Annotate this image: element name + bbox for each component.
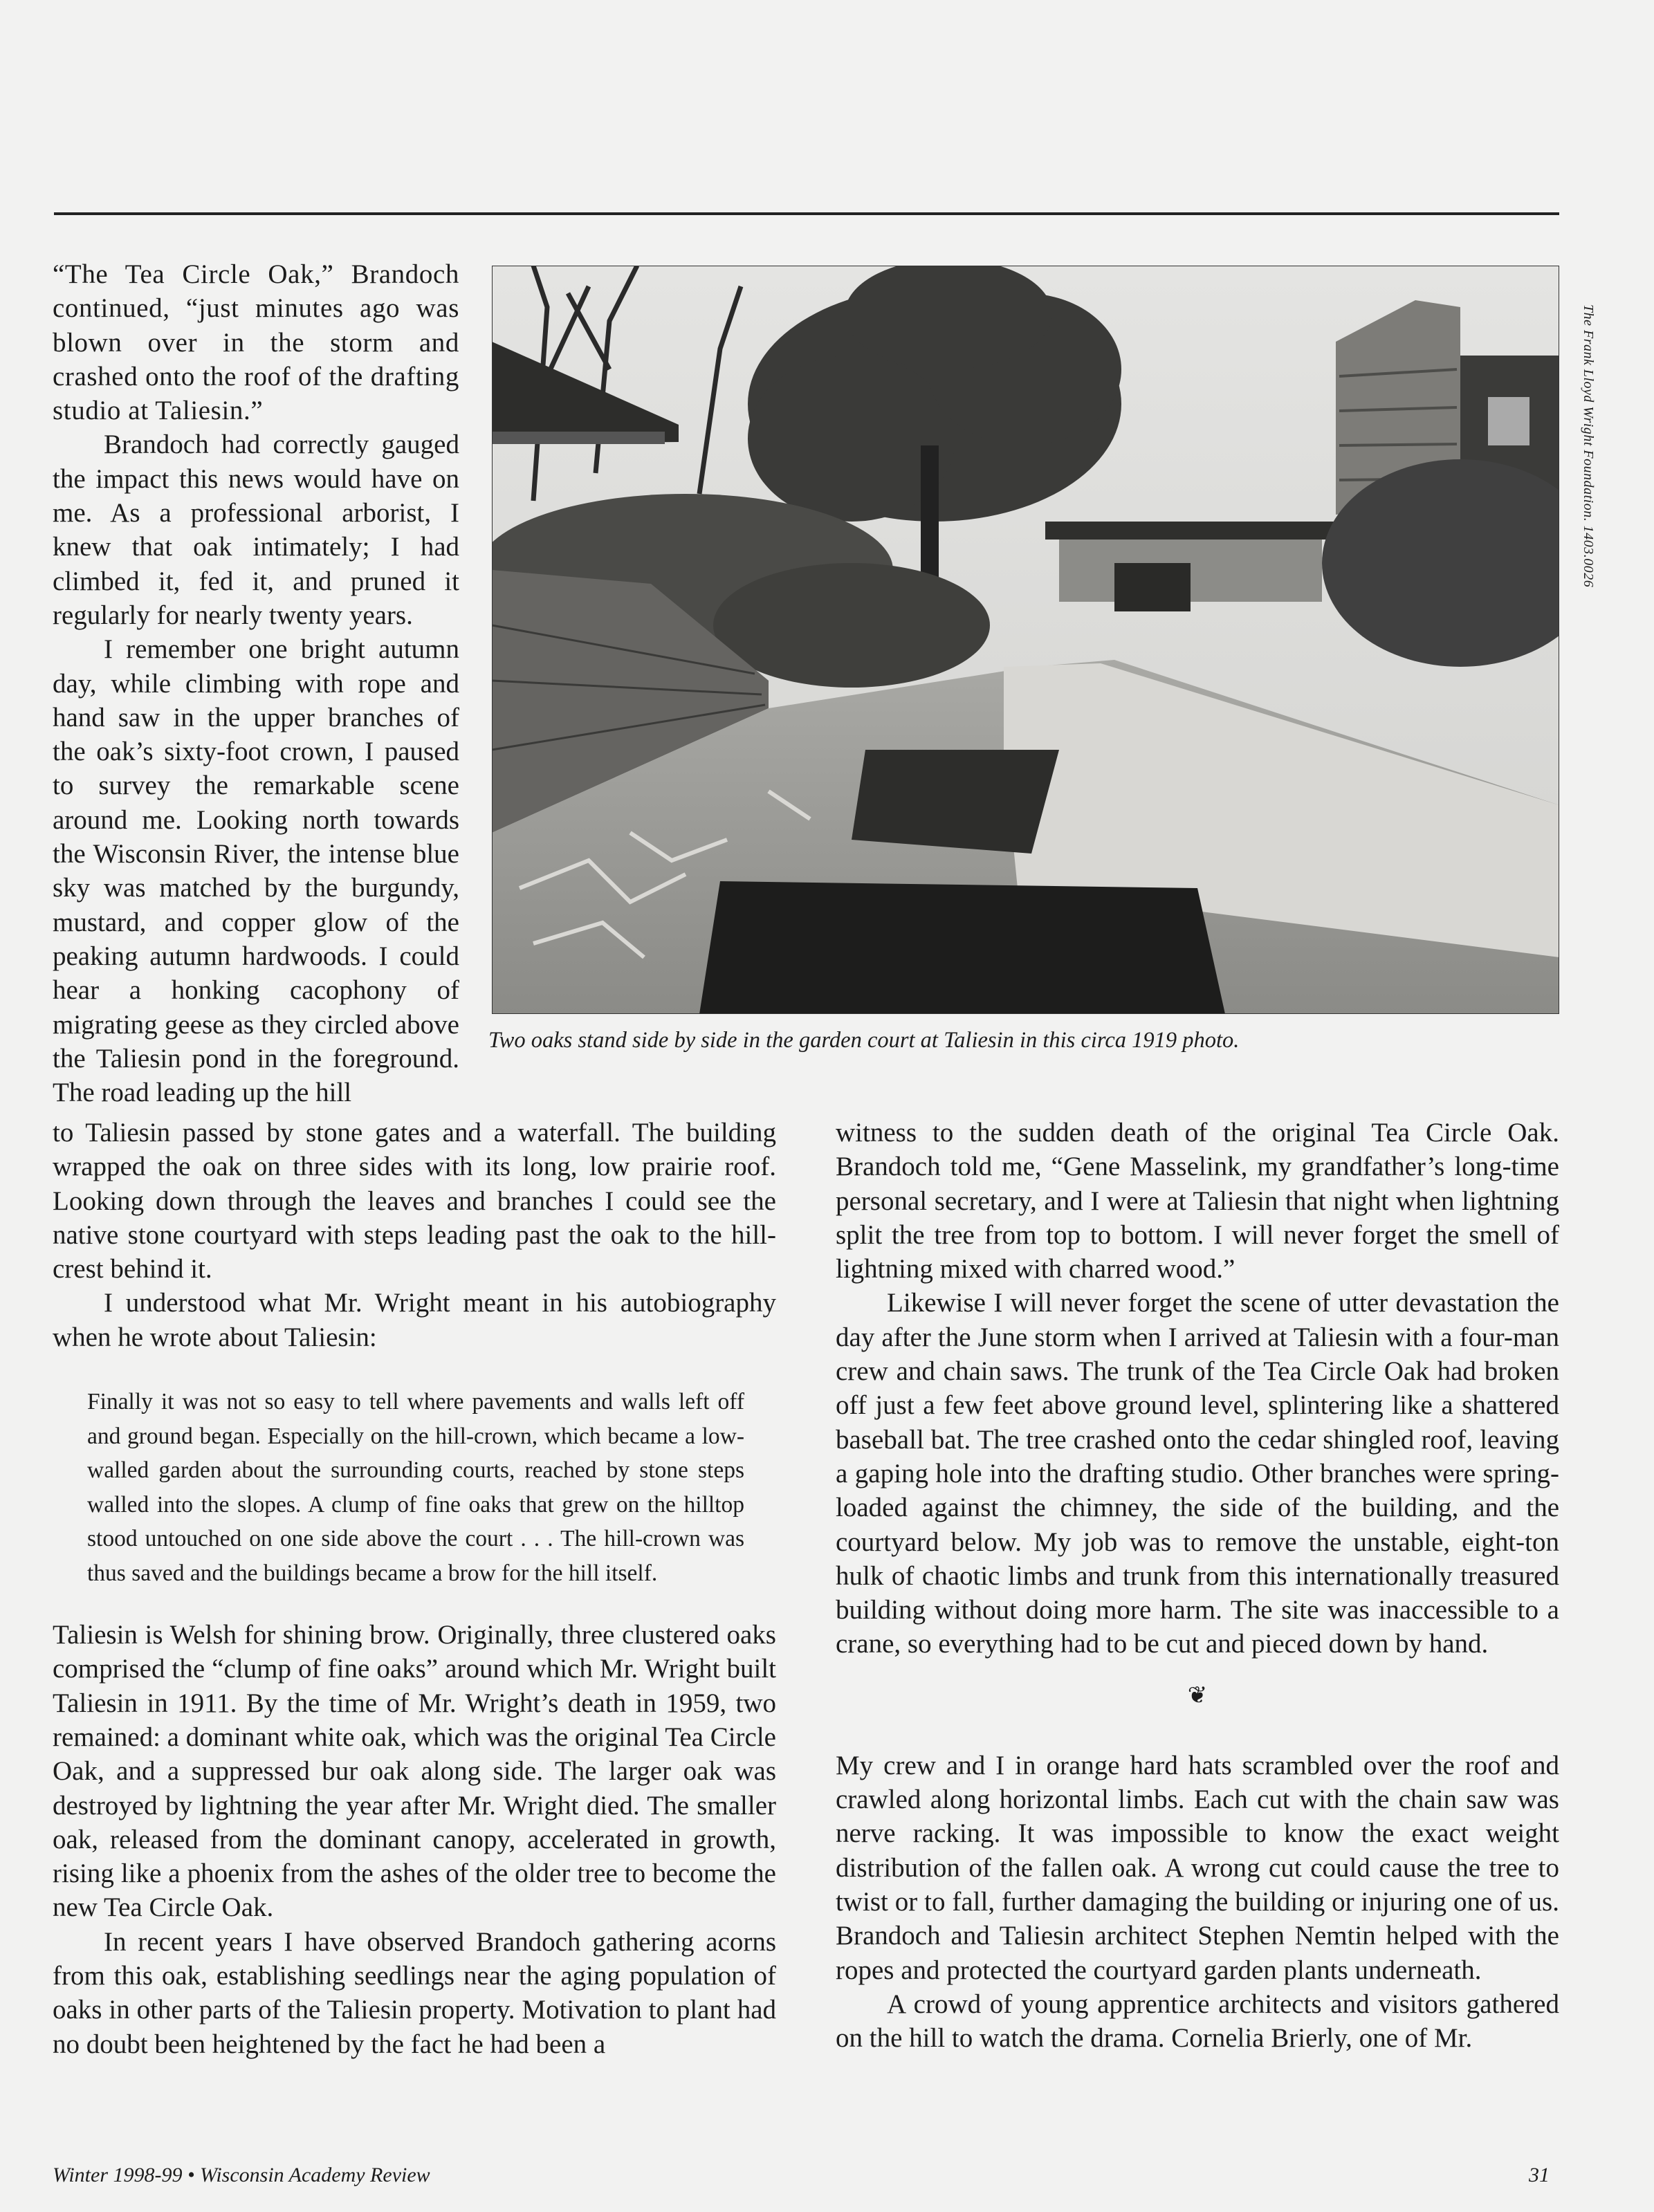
photo-caption: Two oaks stand side by side in the garden court at Taliesin in this circa 1919 photo. — [488, 1028, 1240, 1053]
paragraph: “The Tea Circle Oak,” Brandoch continued, “just minutes ago was blown over in the storm and crashed onto the roof of the drafting studio at Taliesin.” — [53, 259, 459, 426]
paragraph: Likewise I will never forget the scene of utter devastation the day after the June storm when I arrived at Taliesin with a four-man crew and chain saws. The trunk of the Tea Circle Oak had broken off just a few feet above ground level, splintering like a shattered baseball bat. The tree crashed onto the cedar shingled roof, leaving a gaping hole into the drafting studio. Other branches were spring-loaded against the chimney, the side of the building, and the courtyard below. My job was to remove the unstable, eight-ton hulk of chaotic limbs and trunk from this internationally treasured building without doing more harm. The site was inaccessible to a crane, so everything had to be cut and pieced down by hand. — [836, 1288, 1559, 1659]
paragraph: I understood what Mr. Wright meant in his autobiography when he wrote about Taliesin: — [53, 1288, 776, 1352]
section-break-ornament-icon: ❦ — [1187, 1682, 1208, 1708]
photo-credit: The Frank Lloyd Wright Foundation. 1403.0026 — [1581, 304, 1596, 588]
paragraph: Taliesin is Welsh for shining brow. Originally, three clustered oaks comprised the “clump of fine oaks” around which Mr. Wright built Taliesin in 1911. By the time of Mr. Wright’s death in 1959, two remained: a dominant white oak, which was the original Tea Circle Oak, and a suppressed bur oak along side. The larger oak was destroyed by lightning the year after Mr. Wright died. The smaller oak, released from the dominant canopy, accelerated in growth, rising like a phoenix from the ashes of the older tree to become the new Tea Circle Oak. — [53, 1620, 776, 1923]
page-number: 31 — [1529, 2164, 1550, 2186]
paragraph: Brandoch had correctly gauged the impact this news would have on me. As a professional arborist, I knew that oak intimately; I had climbed it, fed it, and pruned it regularly for nearly twenty years. — [53, 430, 459, 630]
column-left-bottom — [53, 1116, 776, 2061]
paragraph: A crowd of young apprentice architects and visitors gathered on the hill to watch the drama. Cornelia Brierly, one of Mr. — [836, 1989, 1559, 2054]
block-quote: Finally it was not so easy to tell where pavements and walls left off and ground began. Especially on the hill-crown, which became a low-walled garden about the surrounding courts, reached by stone steps walled into the slopes. A clump of fine oaks that grew on the hilltop stood untouched on one side above the court . . . The hill-crown was thus saved and the buildings became a brow for the hill itself. — [87, 1389, 744, 1586]
column-right — [836, 1116, 1559, 2055]
paragraph: In recent years I have observed Brandoch gathering acorns from this oak, establishing seedlings near the aging population of oaks in other parts of the Taliesin property. Motivation to plant had no doubt been heightened by the fact he had been a — [53, 1926, 776, 2059]
paragraph: witness to the sudden death of the original Tea Circle Oak. Brandoch told me, “Gene Masselink, my grandfather’s long-time personal secretary, and I were at Taliesin that night when lightning split the tree from top to bottom. I will never forget the smell of lightning mixed with charred wood.” — [836, 1118, 1559, 1284]
paragraph: I remember one bright autumn day, while climbing with rope and hand saw in the upper branches of the oak’s sixty-foot crown, I paused to survey the remarkable scene around me. Looking north towards the Wisconsin River, the intense blue sky was matched by the burgundy, mustard, and copper glow of the peaking autumn hardwoods. I could hear a honking cacophony of migrating geese as they circled above the Taliesin pond in the foreground. The road leading up the hill — [53, 634, 459, 1108]
header-rule — [54, 212, 1559, 215]
paragraph: My crew and I in orange hard hats scrambled over the roof and crawled along horizontal limbs. Each cut with the chain saw was nerve racking. It was impossible to know the exact weight distribution of the fallen oak. A wrong cut could cause the tree to twist or to fall, further damaging the building or injuring one of us. Brandoch and Taliesin architect Stephen Nemtin helped with the ropes and protected the courtyard garden plants underneath. — [836, 1750, 1559, 1985]
column-left-top — [53, 257, 459, 1109]
paragraph: to Taliesin passed by stone gates and a waterfall. The building wrapped the oak on three sides with its long, low prairie roof. Looking down through the leaves and branches I could see the native stone courtyard with steps leading past the oak to the hill-crest behind it. — [53, 1118, 776, 1284]
taliesin-garden-court-photo — [492, 266, 1559, 1014]
footer-issue: Winter 1998-99 • Wisconsin Academy Review — [53, 2164, 430, 2186]
